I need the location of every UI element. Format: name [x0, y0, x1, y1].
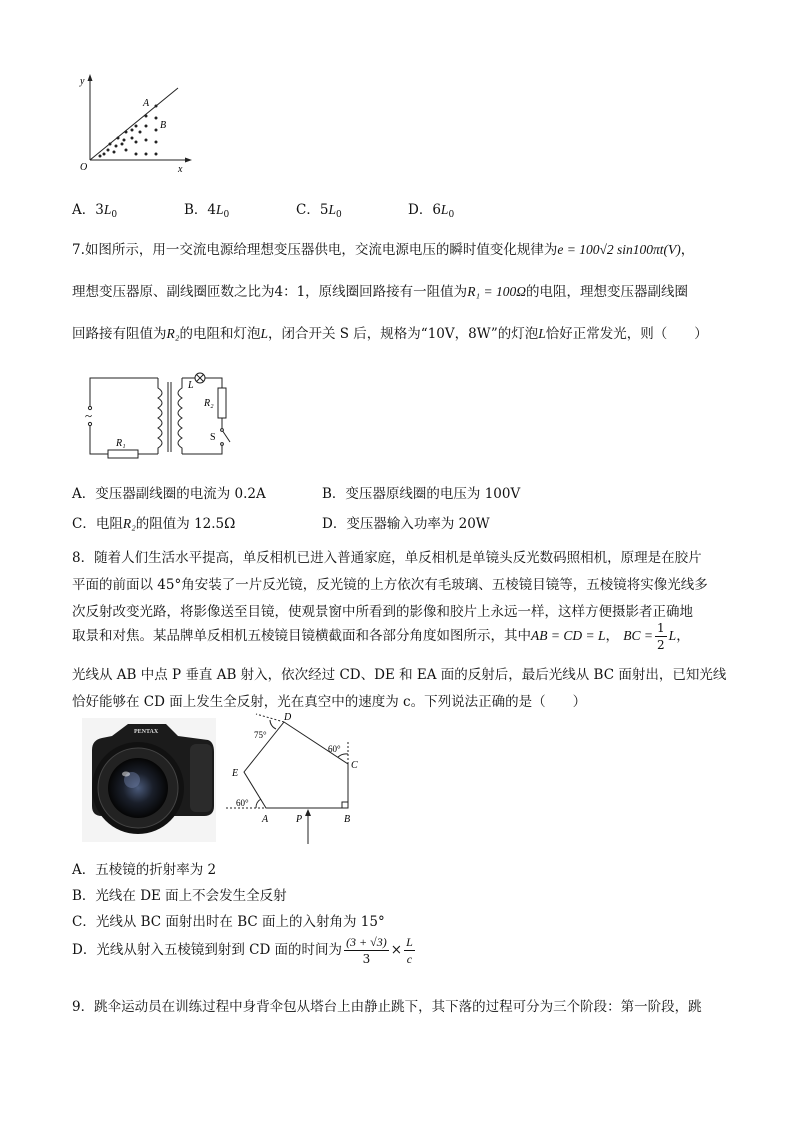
- q8-option-b[interactable]: B．光线在 DE 面上不会发生全反射: [72, 888, 287, 904]
- angle-60-a: 60°: [236, 798, 249, 808]
- r1-label: R₁: [116, 438, 126, 449]
- q9-line-1: 9．跳伞运动员在训练过程中身背伞包从塔台上由静止跳下，其下落的过程可分为三个阶段：第一阶段，跳: [72, 999, 702, 1015]
- q8-option-d[interactable]: D．光线从射入五棱镜到射到 CD 面的时间为 $\frac{(3 + √3)}{3}$ × $\frac{L}{c}$: [72, 935, 413, 966]
- scatter-figure: [70, 70, 200, 175]
- prism-label-d: D: [284, 712, 292, 723]
- prism-label-p: P: [296, 814, 303, 825]
- q8-option-c[interactable]: C．光线从 BC 面射出时在 BC 面上的入射角为 15°: [72, 914, 385, 930]
- prism-label-b: B: [344, 814, 351, 825]
- q7-line-3: 回路接有阻值为R₂的电阻和灯泡L，闭合开关 S 后，规格为“10V，8W”的灯泡L恰好正常发光，则（ ）: [72, 326, 708, 342]
- resistor-r1: [108, 450, 138, 458]
- q8-line-1: 8．随着人们生活水平提高，单反相机已进入普通家庭，单反相机是单镜头反光数码照相机，原理是在胶片: [72, 550, 702, 566]
- point-b-label: B: [160, 120, 167, 131]
- origin-label: O: [80, 162, 88, 173]
- resistor-r2: [218, 388, 226, 418]
- q8-option-a[interactable]: A．五棱镜的折射率为 2: [72, 862, 217, 878]
- y-axis-label: y: [80, 76, 85, 87]
- q7-option-b[interactable]: B．变压器原线圈的电压为 100V: [322, 486, 521, 502]
- q6-option-c[interactable]: C．$5L_0$: [296, 202, 342, 220]
- prism-label-e: E: [232, 768, 239, 779]
- q6-option-b[interactable]: B．$4L_0$: [184, 202, 230, 220]
- q7-line-2: 理想变压器原、副线圈匝数之比为4：1，原线圈回路接有一阻值为R₁ = 100Ω的电阻，理想变压器副线圈: [72, 284, 688, 300]
- q7-line-1: 7.如图所示，用一交流电源给理想变压器供电，交流电源电压的瞬时值变化规律为e = 100√2 sin100πt(V)，: [72, 242, 695, 258]
- q7-option-c[interactable]: C．电阻R₂的阻值为 12.5Ω: [72, 516, 236, 532]
- r2-label: R₂: [204, 398, 214, 409]
- pentaprism-diagram: [226, 712, 372, 852]
- camera-brand: PENTAX: [134, 729, 159, 735]
- prism-label-a: A: [262, 814, 269, 825]
- q6-option-d[interactable]: D．$6L_0$: [408, 202, 455, 220]
- transformer-circuit: [80, 368, 250, 464]
- q8-line-3: 次反射改变光路，将影像送至目镜，使观景窗中所看到的影像和胶片上永远一样，这样方便摄影者正确地: [72, 604, 693, 620]
- switch-s: [222, 430, 230, 442]
- prism-label-c: C: [351, 760, 358, 771]
- q8-line-5: 光线从 AB 中点 P 垂直 AB 射入，依次经过 CD、DE 和 EA 面的反射后，最后光线从 BC 面射出，已知光线: [72, 667, 727, 683]
- camera-image: [82, 718, 216, 842]
- x-axis-label: x: [178, 164, 183, 175]
- angle-60-c: 60°: [328, 744, 341, 754]
- q8-line-4: 取景和对焦。某品牌单反相机五棱镜目镜横截面和各部分角度如图所示，其中AB = CD = L， BC = $\frac{1}{2}$ L，: [72, 621, 690, 652]
- point-a-label: A: [143, 98, 150, 109]
- s-label: S: [210, 432, 216, 443]
- l-label: L: [188, 380, 194, 391]
- angle-75: 75°: [254, 730, 267, 740]
- q7-option-d[interactable]: D．变压器输入功率为 20W: [322, 516, 490, 532]
- q7-option-a[interactable]: A．变压器副线圈的电流为 0.2A: [72, 486, 266, 502]
- source-tilde: ~: [85, 408, 93, 423]
- q8-line-2: 平面的前面以 45°角安装了一片反光镜，反光镜的上方依次有毛玻璃、五棱镜目镜等，五棱镜将实像光线多: [72, 577, 708, 593]
- q8-line-6: 恰好能够在 CD 面上发生全反射，光在真空中的速度为 c。下列说法正确的是（ ）: [72, 694, 587, 710]
- q6-option-a[interactable]: A．$3L_0$: [72, 202, 118, 220]
